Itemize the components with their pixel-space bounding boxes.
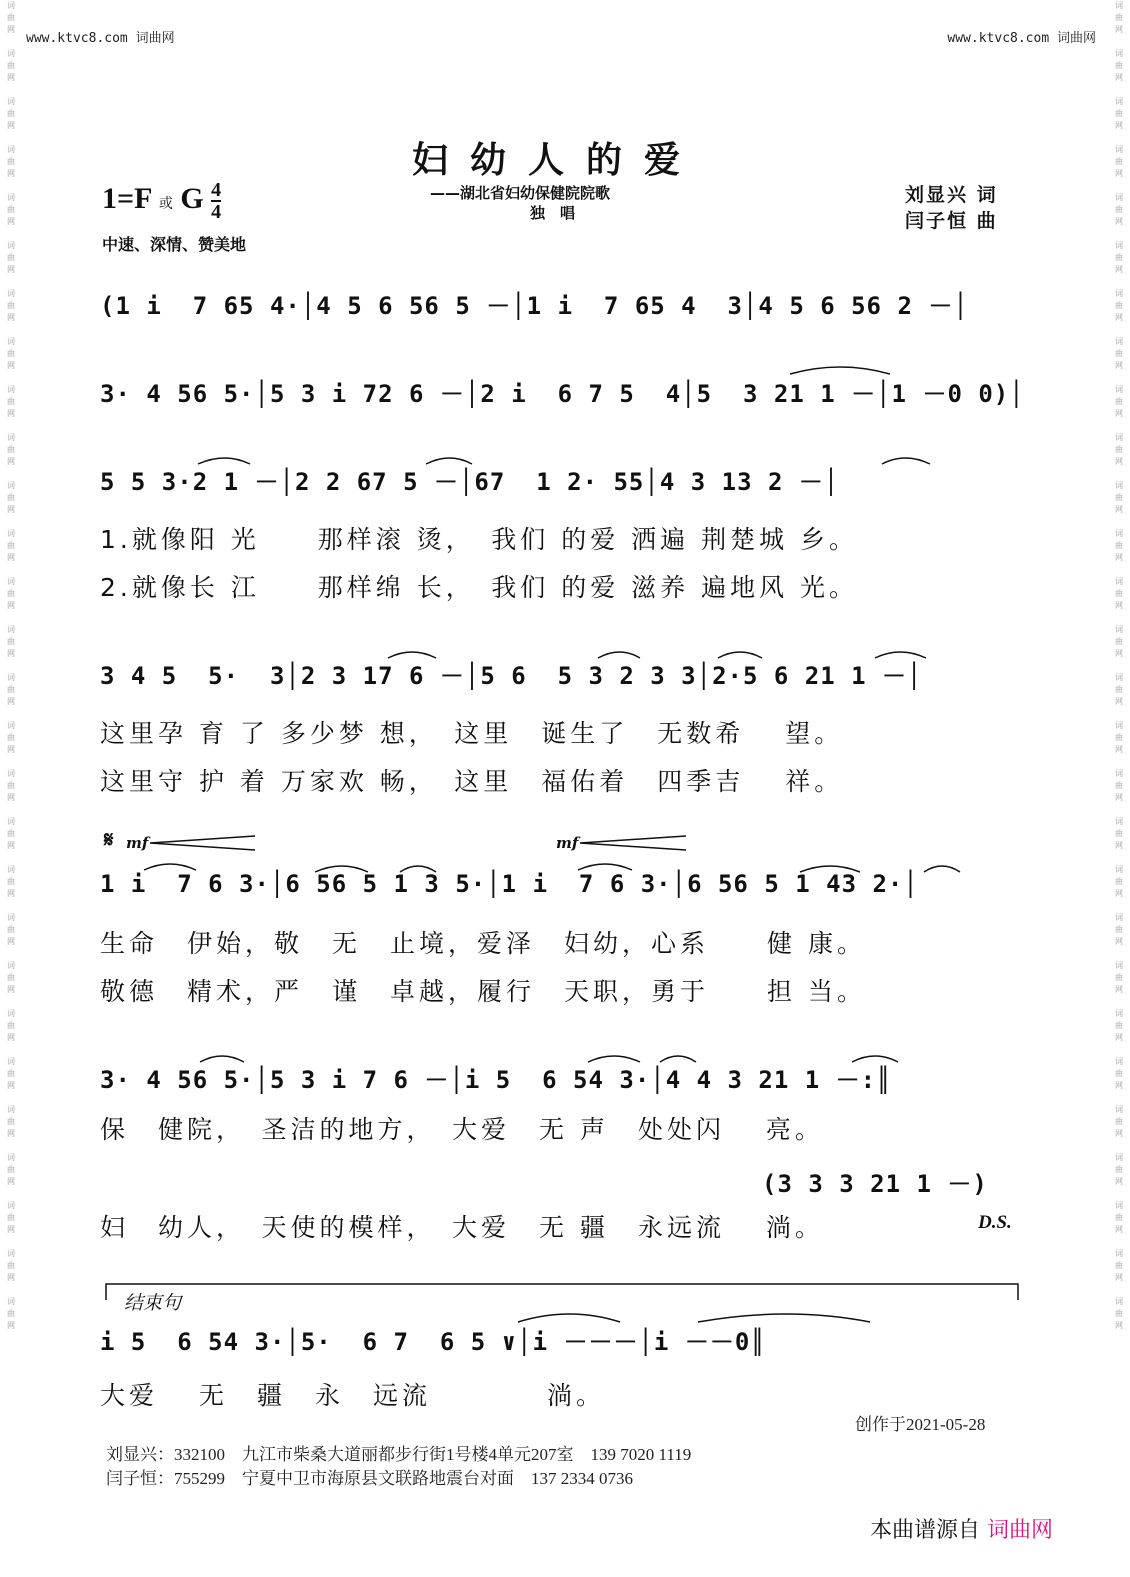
notation-line: i 5 6 54 3·│5· 6 7 6 5 ∨│i －－－│i －－0║	[100, 1328, 766, 1356]
left-watermark-strip: 词 曲 网 词 曲 网 词 曲 网 词 曲 网 词 曲 网 词 曲 网 词 曲 网 词 曲 网 词 曲 网 词 曲 网 词 曲 网 词 曲 网 词 曲 网 词 曲 网 词 曲 网 词 曲 网 词 曲 网 词 曲 网 词 曲 网 词 曲 网 词 曲 网 词 曲 网 词 曲 网 词 曲 网 词 曲 网 词 曲 网 词 曲 网 词 曲 网	[7, 1, 15, 1330]
notation-line: (1 i 7 65 4·│4 5 6 56 5 －│1 i 7 65 4 3│4 5 6 56 2 －│	[100, 292, 969, 320]
segno-sign: 𝄋	[104, 828, 114, 853]
lyricist-credit: 刘显兴 词	[905, 184, 998, 206]
ending-label: 结束句	[124, 1292, 182, 1314]
song-subtitle: ——湖北省妇幼保健院院歌	[430, 184, 611, 202]
dynamic-mf-2: mf	[556, 834, 579, 852]
score-row-7	[100, 1310, 1030, 1380]
performance-form: 独 唱	[530, 204, 576, 222]
header-watermark-right: www.ktvc8.com 词曲网	[947, 31, 1096, 46]
lyric-verse-1: 这里孕 育 了 多少梦 想， 这里 诞生了 无数希 望。	[100, 719, 844, 748]
lyric-verse-2: 敬德 精术，严 谨 卓越，履行 天职，勇于 担 当。	[100, 977, 866, 1006]
lyric-verse-1: 保 健院， 圣洁的地方， 大爱 无 声 处处闪 亮。	[100, 1115, 824, 1144]
time-signature: $\frac{4}{4}$	[211, 179, 222, 223]
key-signature: 1=F 或 G $\frac{4}{4}$	[102, 179, 222, 223]
lyric-verse-2: 2.就像长 江 那样绵 长， 我们 的爱 滋养 遍地风 光。	[100, 573, 859, 602]
alt-ending-notes: (3 3 3 21 1 －)	[762, 1170, 988, 1198]
dal-segno: D.S.	[978, 1212, 1012, 1233]
notation-line: 3 4 5 5· 3│2 3 17 6 －│5 6 5 3 2 3 3│2·5 6 21 1 －│	[100, 662, 923, 690]
notation-line: 5 5 3·2 1 －│2 2 67 5 －│67 1 2· 55│4 3 13 2 －│	[100, 468, 840, 496]
contact-composer: 闫子恒：755299 宁夏中卫市海原县文联路地震台对面 137 2334 0736	[106, 1469, 633, 1488]
source-credit: 本曲谱源自 词曲网	[870, 1518, 1054, 1543]
lyric-verse-2: 这里守 护 着 万家欢 畅， 这里 福佑着 四季吉 祥。	[100, 767, 844, 796]
contact-lyricist: 刘显兴：332100 九江市柴桑大道丽都步行街1号楼4单元207室 139 7020 1119	[106, 1445, 692, 1464]
tempo-marking: 中速、深情、赞美地	[102, 235, 247, 254]
lyric-verse-1: 1.就像阳 光 那样滚 烫， 我们 的爱 洒遍 荆楚城 乡。	[100, 525, 859, 554]
notation-line: 3· 4 56 5·│5 3 i 7 6 －│i 5 6 54 3·│4 4 3 21 1 －:║	[100, 1066, 892, 1094]
song-title: 妇幼人的爱	[412, 139, 703, 181]
ending-lyric: 大爱 无 疆 永 远流 淌。	[100, 1381, 605, 1410]
source-site-link[interactable]: 词曲网	[987, 1518, 1054, 1543]
lyric-verse-1: 生命 伊始，敬 无 止境，爱泽 妇幼，心系 健 康。	[100, 929, 866, 958]
notation-line: 1 i 7 6 3·│6 56 5 1 3 5·│1 i 7 6 3·│6 56 5 1 43 2·│	[100, 870, 919, 898]
lyric-verse-2: 妇 幼人， 天使的模样， 大爱 无 疆 永远流 淌。	[100, 1213, 824, 1242]
notation-line: 3· 4 56 5·│5 3 i 72 6 －│2 i 6 7 5 4│5 3 21 1 －│1 －0 0)│	[100, 380, 1025, 408]
dynamic-mf-1: mf	[126, 834, 149, 852]
header-watermark-left: www.ktvc8.com 词曲网	[26, 31, 175, 46]
composition-date: 创作于2021-05-28	[855, 1415, 986, 1434]
right-watermark-strip: 词 曲 网 词 曲 网 词 曲 网 词 曲 网 词 曲 网 词 曲 网 词 曲 网 词 曲 网 词 曲 网 词 曲 网 词 曲 网 词 曲 网 词 曲 网 词 曲 网 词 曲 网 词 曲 网 词 曲 网 词 曲 网 词 曲 网 词 曲 网 词 曲 网 词 曲 网 词 曲 网 词 曲 网 词 曲 网 词 曲 网 词 曲 网 词 曲 网	[1115, 1, 1123, 1330]
composer-credit: 闫子恒 曲	[905, 210, 998, 232]
